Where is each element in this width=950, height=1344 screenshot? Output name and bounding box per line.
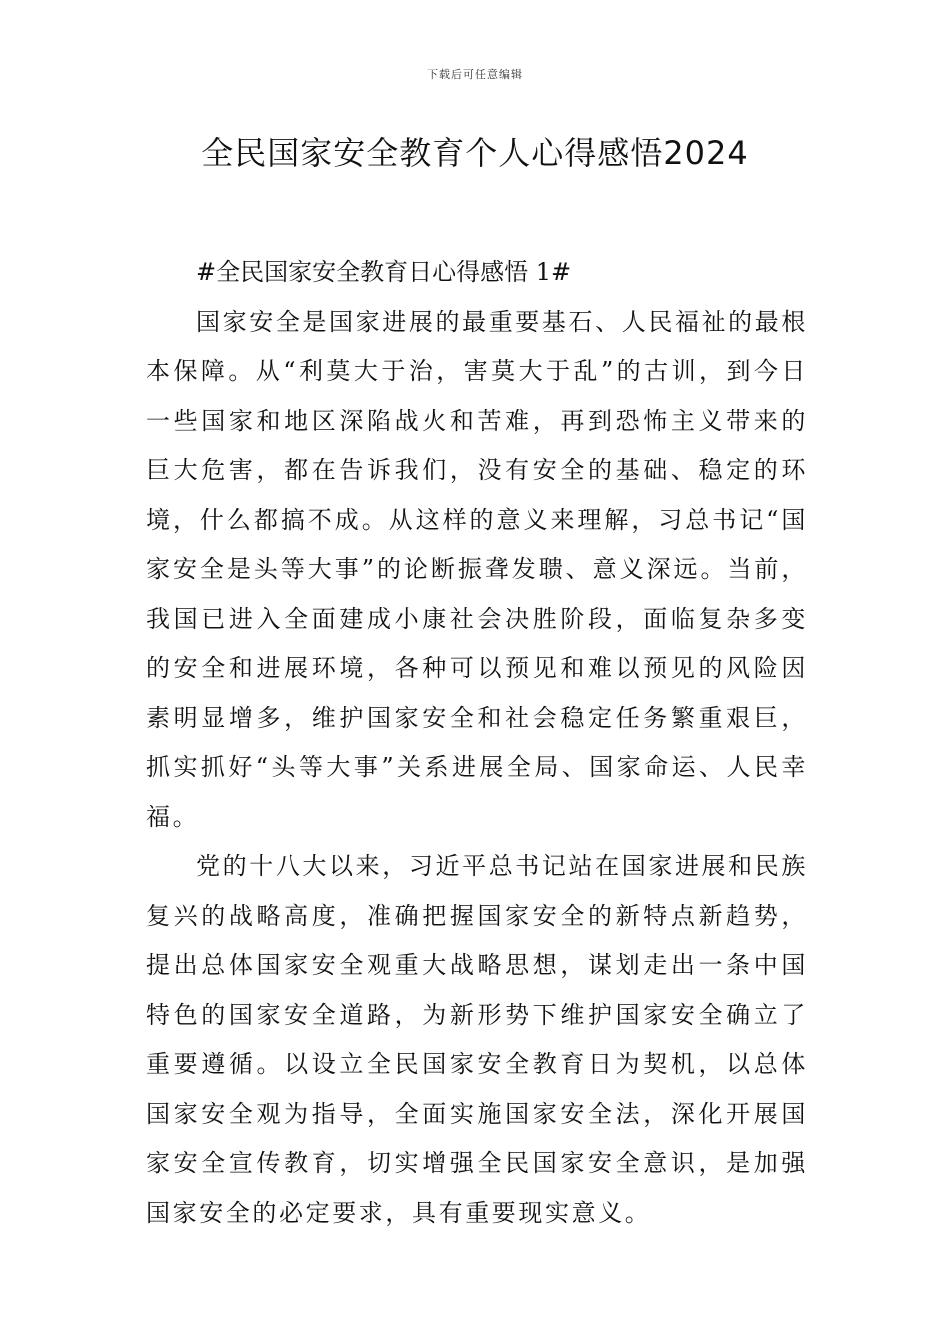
- paragraph-1: 国家安全是国家进展的最重要基石、人民福祉的最根本保障。从“利莫大于治，害莫大于乱”的古训，到今日一些国家和地区深陷战火和苦难，再到恐怖主义带来的巨大危害，都在告诉我们，没有安全的基础、稳定的环境，什么都搞不成。从这样的意义来理解，习总书记“国家安全是头等大事”的论断振聋发聩、意义深远。当前，我国已进入全面建成小康社会决胜阶段，面临复杂多变的安全和进展环境，各种可以预见和难以预见的风险因素明显增多，维护国家安全和社会稳定任务繁重艰巨，抓实抓好“头等大事”关系进展全局、国家命运、人民幸福。: [146, 307, 808, 831]
- document-title: 全民国家安全教育个人心得感悟2024: [201, 134, 749, 172]
- paragraph-2: 党的十八大以来，习近平总书记站在国家进展和民族复兴的战略高度，准确把握国家安全的新特点新趋势，提出总体国家安全观重大战略思想，谋划走出一条中国特色的国家安全道路，为新形势下维护国家安全确立了重要遵循。以设立全民国家安全教育日为契机，以总体国家安全观为指导，全面实施国家安全法，深化开展国家安全宣传教育，切实增强全民国家安全意识，是加强国家安全的必定要求，具有重要现实意义。: [146, 852, 808, 1227]
- document-body: [146, 248, 808, 1238]
- section-marker: #全民国家安全教育日心得感悟 1#: [196, 258, 572, 286]
- header-note: 下载后可任意编辑: [427, 68, 523, 81]
